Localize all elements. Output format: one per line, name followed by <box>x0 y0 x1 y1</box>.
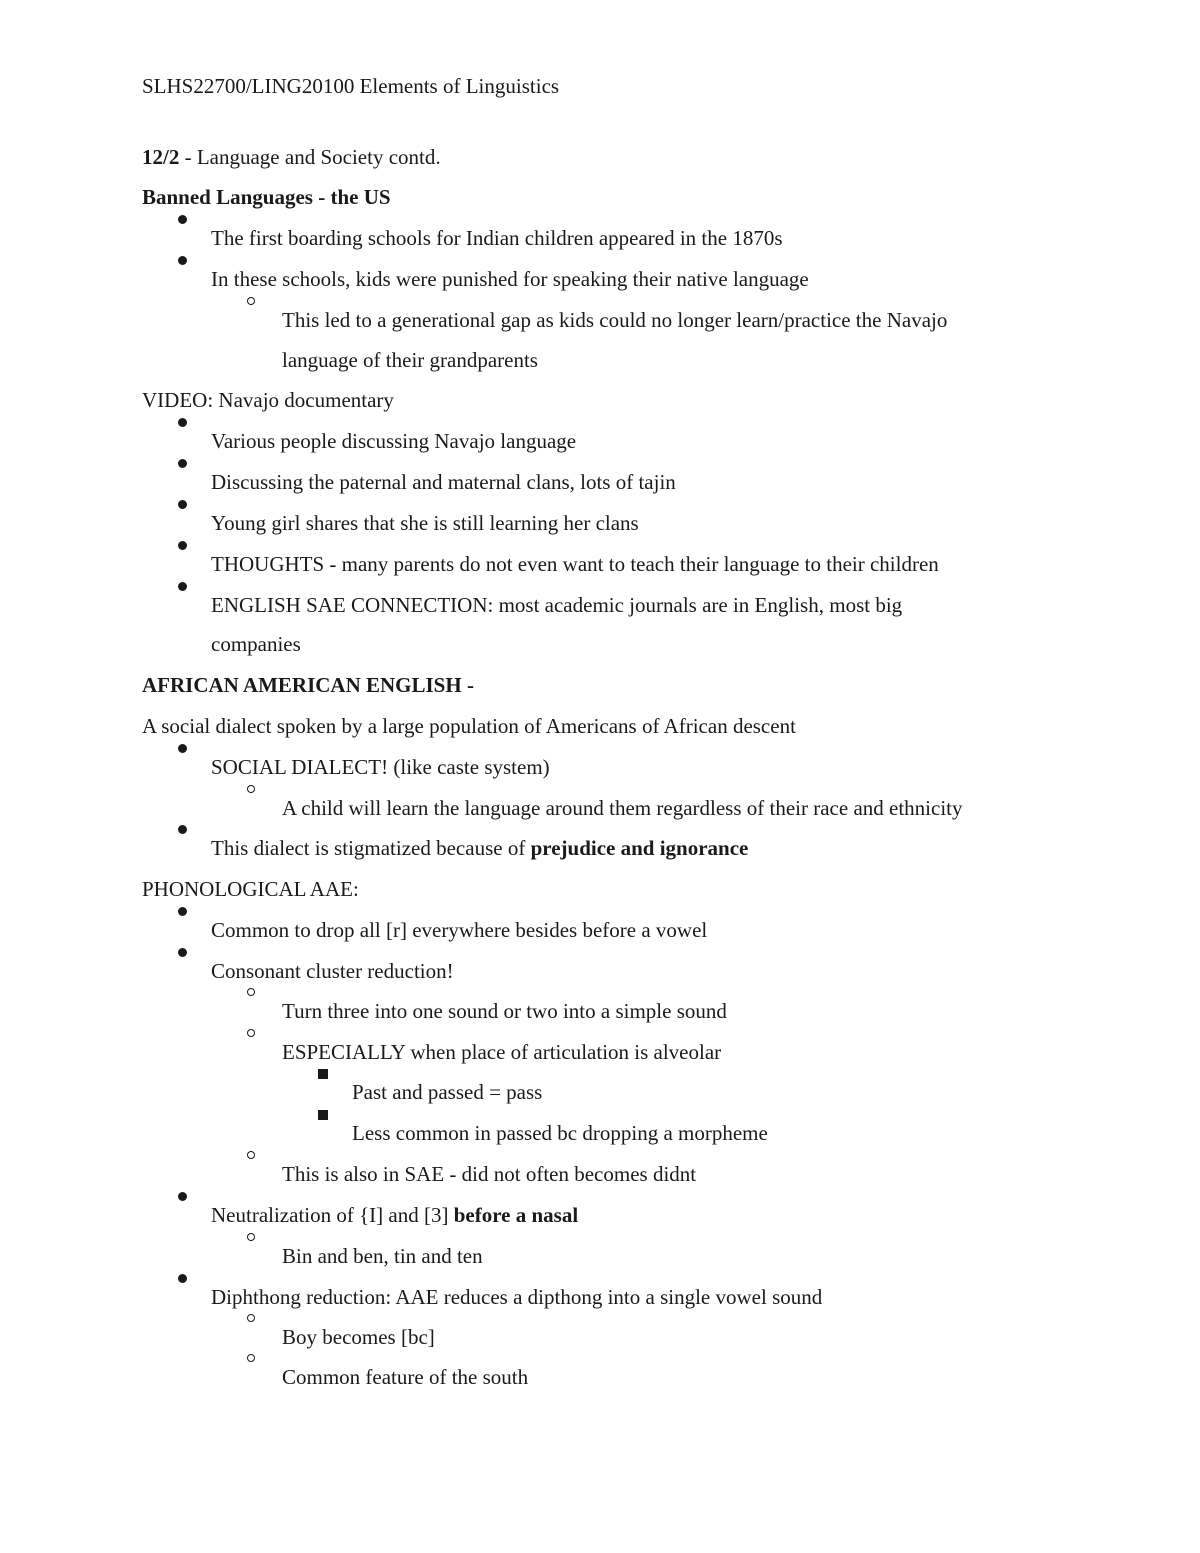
hollow-bullet-icon <box>247 1029 255 1037</box>
hollow-bullet-icon <box>247 1314 255 1322</box>
bullet-icon <box>178 948 187 957</box>
hollow-bullet-icon <box>247 1354 255 1362</box>
bullet-icon <box>178 1192 187 1201</box>
section-intro: A social dialect spoken by a large population of Americans of African descent <box>142 714 796 738</box>
date-line <box>142 137 441 177</box>
bullet-icon <box>178 907 187 916</box>
hollow-bullet-icon <box>247 988 255 996</box>
bullet-icon <box>178 744 187 753</box>
bullet-icon <box>178 825 187 834</box>
bullet-icon <box>178 500 187 509</box>
bullet-icon <box>178 256 187 265</box>
hollow-bullet-icon <box>247 1233 255 1241</box>
bullet-icon <box>178 215 187 224</box>
hollow-bullet-icon <box>247 785 255 793</box>
square-bullet-icon <box>318 1069 328 1079</box>
date-label: 12/2 <box>142 145 180 169</box>
hollow-bullet-icon <box>247 297 255 305</box>
bullet-icon <box>178 582 187 591</box>
bullet-icon <box>178 459 187 468</box>
bullet-icon <box>178 541 187 550</box>
bullet-icon <box>178 418 187 427</box>
section-heading-video: VIDEO: Navajo documentary <box>142 388 394 412</box>
page-header: SLHS22700/LING20100 Elements of Linguistics <box>142 74 560 98</box>
document-page: SLHS22700/LING20100 Elements of Linguistics 12/2 - Language and Society contd. Banned Languages - the US The first boarding schools for Indian children appeared in the 1870s In these schools, kids were punished for speaking their native language This led to a generational gap as kids could no longer learn/practice the Navajo language of their grandparents VIDEO: Navajo documentary Various people discussing Navajo language Discussing the paternal and maternal clans, lots of tajin Young girl shares that she is still learning her clans THOUGHTS - many parents do not even want to teach their language to their children ENGLISH SAE CONNECTION: most academic journals are in English, most big companies AFRICAN AMERICAN ENGLISH - A social dialect spoken by a large population of Americans of African descent SOCIAL DIALECT! (like caste system) A child will learn the language around them regardless of their race and ethnicity This dialect is stigmatized because of prejudice and ignorance PHONOLOGICAL AAE: Common to drop all [r] everywhere besides before a vowel Consonant cluster reduction! Turn three into one sound or two into a simple sound ESPECIALLY when place of articulation is alveolar Past and passed = pass Less common in passed bc dropping a morpheme This is also in SAE - did not often becomes didnt Neutralization of {I] and [3] before a nasal Bin and ben, tin and ten Diphthong reduction: AAE reduces a dipthong into a single vowel sound Boy becomes [bc] Common feature of the south <box>0 0 1200 1553</box>
bullet-icon <box>178 1274 187 1283</box>
hollow-bullet-icon <box>247 1151 255 1159</box>
section-heading-banned-languages: Banned Languages - the US <box>142 185 391 209</box>
square-bullet-icon <box>318 1110 328 1120</box>
section-heading-phonological: PHONOLOGICAL AAE: <box>142 877 359 901</box>
section-heading-aae: AFRICAN AMERICAN ENGLISH - <box>142 673 474 697</box>
date-topic: - Language and Society contd. <box>179 145 441 169</box>
